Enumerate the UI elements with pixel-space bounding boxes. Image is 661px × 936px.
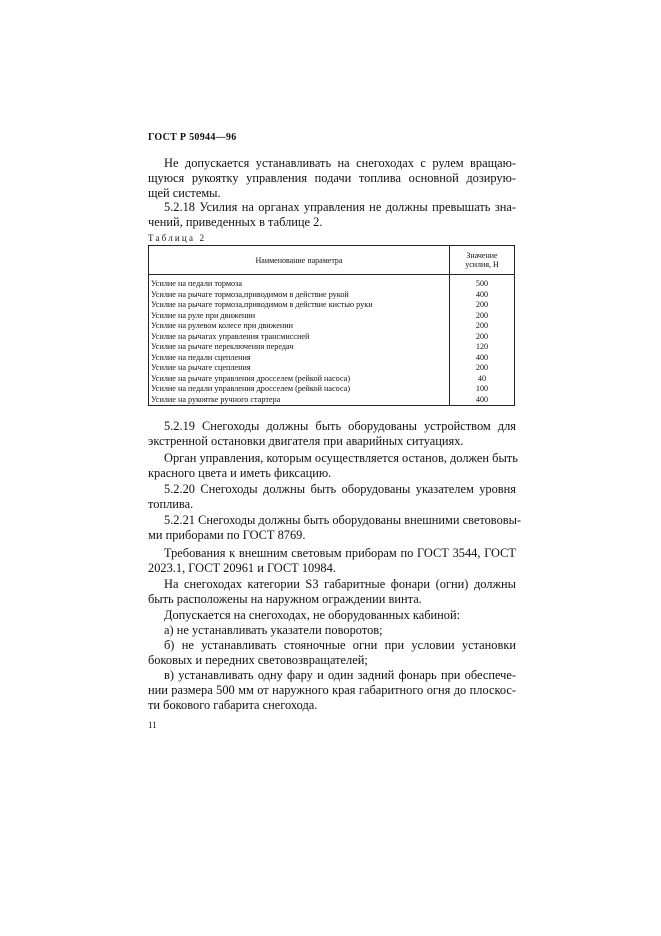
parameter-name: Усилие на руле при движении (149, 311, 450, 322)
parameter-name: Усилие на рукоятке ручного стартера (149, 395, 450, 406)
text-line: Требования к внешним световым приборам по ГОСТ 3544, ГОСТ (164, 546, 516, 560)
text-line: нии размера 500 мм от наружного края габаритного огня до плоскос- (148, 683, 516, 697)
table-row (149, 300, 515, 311)
column-header-value-line2: усилия, Н (465, 260, 499, 269)
force-value: 200 (450, 321, 515, 332)
table-row (149, 332, 515, 343)
column-header-value-line1: Значение (466, 251, 498, 260)
parameter-name: Усилие на рычаге переключения передач (149, 342, 450, 353)
parameter-name: Усилие на педали тормоза (149, 275, 450, 290)
force-value: 200 (450, 363, 515, 374)
force-value: 120 (450, 342, 515, 353)
text-line: а) не устанавливать указатели поворотов; (164, 623, 383, 637)
force-table (148, 245, 515, 406)
text-line: б) не устанавливать стояночные огни при условии установки (164, 638, 516, 652)
page-number: 11 (148, 720, 157, 730)
text-line: красного цвета и иметь фиксацию. (148, 466, 332, 480)
text-line: 5.2.21 Снегоходы должны быть оборудованы внешними светововы- (164, 513, 522, 527)
text-line: 5.2.20 Снегоходы должны быть оборудованы указателем уровня (164, 482, 516, 496)
text-line: Не допускается устанавливать на снегоходах с рулем вращаю- (164, 156, 516, 170)
table-row (149, 311, 515, 322)
parameter-name: Усилие на рычаге сцепления (149, 363, 450, 374)
force-value: 500 (450, 275, 515, 290)
text-line: быть расположены на наружном ограждении винта. (148, 592, 422, 606)
parameter-name: Усилие на рычаге тормоза,приводимом в действие рукой (149, 290, 450, 301)
text-line: топлива. (148, 497, 194, 511)
text-line: 2023.1, ГОСТ 20961 и ГОСТ 10984. (148, 561, 336, 575)
table-row (149, 363, 515, 374)
paragraph-5-2-20 (148, 482, 516, 512)
text-line: 5.2.18 Усилия на органах управления не должны превышать зна- (164, 200, 516, 214)
table-row (149, 290, 515, 301)
text-line: ти бокового габарита снегохода. (148, 698, 318, 712)
text-line: чений, приведенных в таблице 2. (148, 215, 323, 229)
paragraph-stop-control (148, 451, 516, 481)
paragraph-5-2-19 (148, 419, 516, 449)
force-value: 100 (450, 384, 515, 395)
text-line: щуюся рукоятку управления подачи топлива основной дозирую- (148, 171, 516, 185)
paragraph-5-2-18 (148, 200, 516, 230)
paragraph-light-requirements (148, 546, 516, 576)
list-item-c (148, 668, 516, 713)
text-line: ми приборами по ГОСТ 8769. (148, 528, 306, 542)
table-row (149, 395, 515, 406)
table-row (149, 275, 515, 290)
table-row (149, 374, 515, 385)
table-caption: Таблица 2 (148, 233, 207, 243)
document-header: ГОСТ Р 50944—96 (148, 132, 237, 143)
force-value: 200 (450, 300, 515, 311)
parameter-name: Усилие на рычаге управления дросселем (рейкой насоса) (149, 374, 450, 385)
table-row (149, 342, 515, 353)
text-line: Допускается на снегоходах, не оборудованных кабиной: (164, 608, 461, 622)
text-line: в) устанавливать одну фару и один задний фонарь при обеспече- (164, 668, 516, 682)
parameter-name: Усилие на педали управления дросселем (рейкой насоса) (149, 384, 450, 395)
table-row (149, 384, 515, 395)
text-line: щей системы. (148, 186, 221, 200)
text-line: На снегоходах категории S3 габаритные фонари (огни) должны (164, 577, 516, 591)
column-header-value (450, 246, 515, 275)
list-item-a (148, 623, 516, 638)
force-value: 200 (450, 332, 515, 343)
column-header-parameter: Наименование параметра (149, 246, 450, 275)
paragraph-s3-lights (148, 577, 516, 607)
paragraph-throttle-handle (148, 156, 516, 201)
list-item-b (148, 638, 516, 668)
text-line: Орган управления, которым осуществляется останов, должен быть (164, 451, 518, 465)
parameter-name: Усилие на рычагах управления трансмиссией (149, 332, 450, 343)
table-row (149, 353, 515, 364)
parameter-name: Усилие на педали сцепления (149, 353, 450, 364)
parameter-name: Усилие на рычаге тормоза,приводимом в действие кистью руки (149, 300, 450, 311)
text-line: экстренной остановки двигателя при аварийных ситуациях. (148, 434, 464, 448)
table-row (149, 321, 515, 332)
force-value: 400 (450, 395, 515, 406)
force-value: 400 (450, 353, 515, 364)
force-value: 200 (450, 311, 515, 322)
paragraph-allowed (148, 608, 516, 623)
force-value: 400 (450, 290, 515, 301)
parameter-name: Усилие на рулевом колесе при движении (149, 321, 450, 332)
force-value: 40 (450, 374, 515, 385)
text-line: боковых и передних световозвращателей; (148, 653, 368, 667)
text-line: 5.2.19 Снегоходы должны быть оборудованы устройством для (164, 419, 516, 433)
paragraph-5-2-21 (148, 513, 522, 543)
